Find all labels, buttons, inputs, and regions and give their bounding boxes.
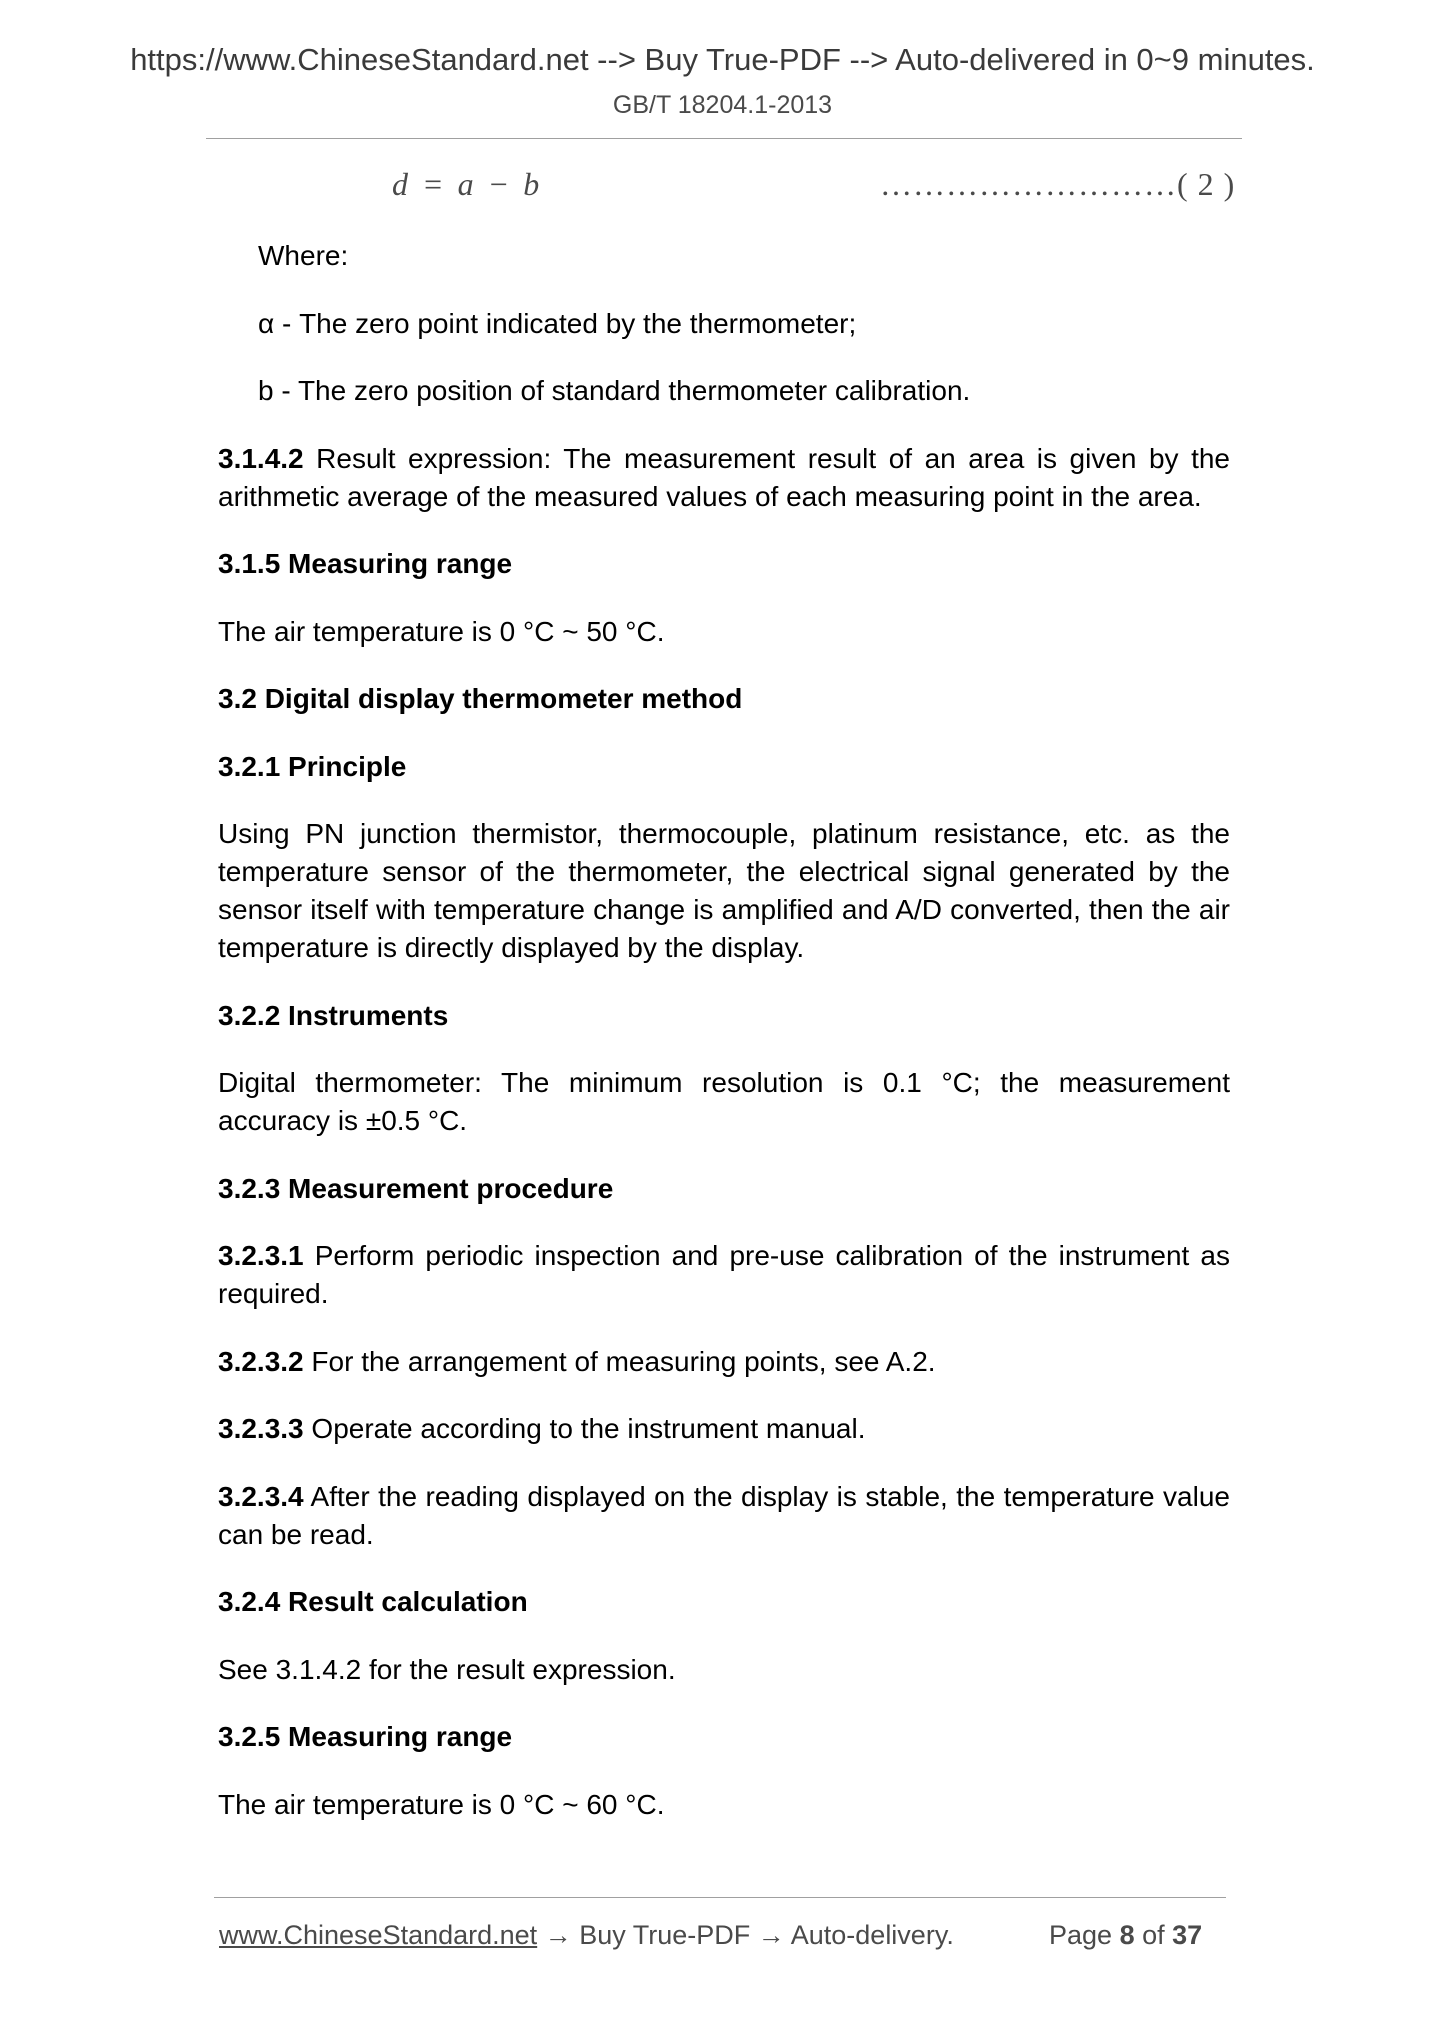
heading-3-2-1: 3.2.1 Principle — [218, 751, 407, 782]
heading-3-2-2: 3.2.2 Instruments — [218, 1000, 449, 1031]
clause-text: After the reading displayed on the display is stable, the temperature value can be read. — [218, 1481, 1230, 1550]
paragraph-3-2-3-3 — [218, 1410, 1230, 1448]
paragraph-3-2-5: The air temperature is 0 °C ~ 60 °C. — [218, 1789, 665, 1820]
paragraph-3-2-3-2 — [218, 1343, 1230, 1381]
where-label: Where: — [258, 240, 349, 271]
page-indicator — [1049, 1918, 1202, 1952]
footer-left — [219, 1918, 954, 1952]
clause-text: For the arrangement of measuring points, see A.2. — [303, 1346, 936, 1377]
paragraph-3-2-1: Using PN junction thermistor, thermocouple, platinum resistance, etc. as the temperature sensor of the thermometer, the electrical signal generated by the sensor itself with temperature change is amplified and A/D converted, then the air temperature is directly displayed by the display. — [218, 818, 1230, 963]
page-word: Page — [1049, 1920, 1120, 1950]
formula-number: ………………………( 2 ) — [880, 166, 1236, 202]
clause-text: Result expression: The measurement result of an area is given by the arithmetic average of the measured values of each measuring point in the area. — [218, 443, 1230, 512]
heading-3-2-3: 3.2.3 Measurement procedure — [218, 1173, 614, 1204]
clause-number: 3.2.3.4 — [218, 1481, 304, 1512]
clause-number: 3.2.3.3 — [218, 1413, 304, 1444]
alpha-definition: α - The zero point indicated by the thermometer; — [258, 308, 857, 339]
paragraph-3-1-4-2 — [218, 440, 1230, 516]
clause-text: Operate according to the instrument manual. — [303, 1413, 866, 1444]
standard-code: GB/T 18204.1-2013 — [612, 91, 833, 119]
heading-3-2-5: 3.2.5 Measuring range — [218, 1721, 513, 1752]
clause-number: 3.1.4.2 — [218, 443, 304, 474]
page-number: 8 — [1119, 1920, 1135, 1950]
of-word: of — [1134, 1920, 1173, 1950]
heading-3-2: 3.2 Digital display thermometer method — [218, 683, 743, 714]
clause-text: Perform periodic inspection and pre-use calibration of the instrument as required. — [218, 1240, 1230, 1309]
clause-number: 3.2.3.2 — [218, 1346, 304, 1377]
paragraph-3-1-5: The air temperature is 0 °C ~ 50 °C. — [218, 616, 665, 647]
page-total: 37 — [1172, 1920, 1203, 1950]
formula-expression: d = a − b — [392, 166, 543, 202]
heading-3-2-4: 3.2.4 Result calculation — [218, 1586, 528, 1617]
site-link[interactable]: www.ChineseStandard.net — [219, 1920, 538, 1950]
heading-3-1-5: 3.1.5 Measuring range — [218, 548, 513, 579]
paragraph-3-2-3-1 — [218, 1237, 1230, 1313]
clause-number: 3.2.3.1 — [218, 1240, 304, 1271]
footer-tagline: → Buy True-PDF → Auto-delivery. — [537, 1920, 954, 1950]
b-definition: b - The zero position of standard thermometer calibration. — [258, 375, 971, 406]
top-banner: https://www.ChineseStandard.net --> Buy True-PDF --> Auto-delivered in 0~9 minutes. — [130, 42, 1315, 77]
paragraph-3-2-3-4 — [218, 1478, 1230, 1554]
paragraph-3-2-2: Digital thermometer: The minimum resolution is 0.1 °C; the measurement accuracy is ±0.5 °C. — [218, 1067, 1230, 1136]
header-divider — [206, 138, 1242, 139]
footer-divider — [214, 1897, 1226, 1898]
paragraph-3-2-4: See 3.1.4.2 for the result expression. — [218, 1654, 676, 1685]
